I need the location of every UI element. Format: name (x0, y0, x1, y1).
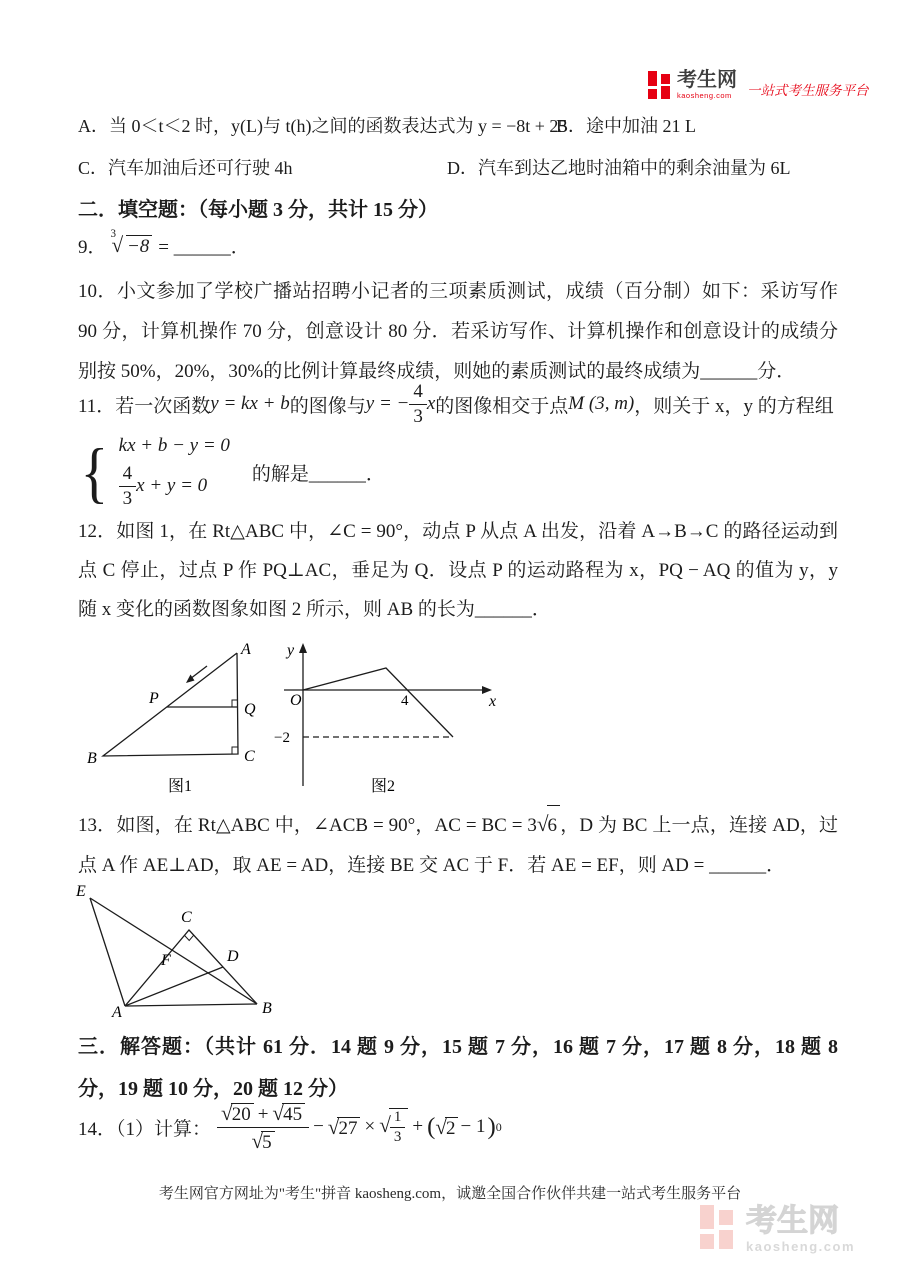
question-14 (78, 1096, 502, 1158)
brand-name: 考生网 (677, 69, 737, 91)
sqrt-45 (272, 1101, 305, 1126)
point-label-d: D (227, 948, 239, 965)
fraction-denominator: 3 (122, 487, 133, 509)
question-12: 12．如图 1，在 Rt△ABC 中，∠C = 90°，动点 P 从点 A 出发，沿着 A→B→C 的路径运动到点 C 停止，过点 P 作 PQ⊥AC，垂足为 Q．设点 P 的运动路程为 x，PQ − AQ 的值为 y，y 随 x 变化的函数图象如图 2 所示，则 AB 的长为______． (78, 521, 838, 620)
vertex-label-b: B (87, 750, 97, 767)
q11-lead: 11．若一次函数 (78, 395, 211, 417)
vertex-label-c: C (244, 748, 255, 765)
radicand: 5 (261, 1131, 275, 1154)
q13-text-1: 13．如图，在 Rt△ABC 中，∠ACB = 90°，AC = BC = 3 (78, 815, 537, 836)
q11-point: M (3, m) (568, 393, 635, 414)
watermark-text-block (746, 1205, 855, 1253)
tick-label-4: 4 (401, 693, 409, 709)
watermark-logo (700, 1205, 855, 1253)
question-9 (78, 227, 250, 259)
section2-title: 二．填空题：（每小题 3 分，共计 15 分） (78, 199, 438, 221)
q11-function1: y = kx + b (210, 393, 290, 414)
q11-function2-post: x (426, 393, 436, 414)
watermark-brand-name: 考生网 (746, 1203, 839, 1238)
right-angle-c (185, 935, 194, 940)
fraction-denominator (217, 1128, 309, 1154)
figure-1-triangle (85, 638, 295, 798)
sqrt-27 (328, 1115, 361, 1140)
q9-blank: = ______． (158, 237, 250, 258)
q11-mid3: ，则关于 x，y 的方程组 (634, 395, 834, 417)
plus-operator: + (412, 1116, 424, 1137)
equation-2 (119, 463, 230, 510)
fraction-numerator (217, 1101, 309, 1128)
radicand: 2 (445, 1117, 459, 1140)
equation-2-rest: x + y = 0 (136, 475, 208, 496)
fraction-denominator: 3 (413, 405, 423, 427)
minus-operator: − (313, 1116, 324, 1137)
watermark-logo-icon (700, 1205, 738, 1251)
figure-2-graph (268, 638, 503, 798)
vertex-label-c: C (181, 909, 192, 926)
figure-13-triangle (68, 880, 318, 1020)
equation-1: kx + b − y = 0 (118, 434, 230, 456)
fraction-numerator: 4 (119, 463, 137, 487)
right-angle-c (232, 747, 238, 754)
fraction-denominator: 3 (393, 1129, 402, 1145)
q9-number: 9． (78, 237, 107, 258)
radicand: 20 (231, 1103, 254, 1126)
function-curve (303, 668, 453, 737)
figure-2-caption: 图2 (370, 778, 396, 795)
segment-ad (125, 967, 223, 1006)
radicand: 27 (337, 1117, 360, 1140)
q11-fraction (409, 381, 427, 428)
origin-label: O (290, 692, 302, 709)
question-11-system (78, 428, 385, 516)
radicand: −8 (126, 235, 152, 258)
section3-title: 三．解答题：（共计 61 分．14 题 9 分，15 题 7 分，16 题 7 分，17 题 8 分，18 题 8 分，19 题 10 分，20 题 12 分） (78, 1036, 838, 1100)
radicand: 6 (547, 805, 561, 846)
equation-2-fraction (119, 463, 137, 510)
sqrt-6-radical (537, 804, 560, 846)
radicand (389, 1108, 409, 1147)
minus-one: − 1 (460, 1116, 486, 1137)
axis-label-x: x (489, 693, 497, 710)
system-brace: { (80, 434, 109, 510)
option-a: A．当 0＜t＜2 时，y(L)与 t(h)之间的函数表达式为 y = −8t + 25 (78, 116, 568, 136)
vertex-label-q: Q (244, 701, 256, 718)
watermark-brand-domain: kaosheng.com (746, 1239, 856, 1254)
q11-mid2: 的图像相交于点 (435, 395, 569, 417)
site-logo (648, 70, 869, 100)
fraction-numerator: √ 1 (390, 1109, 406, 1128)
vertex-label-b: B (262, 1000, 272, 1017)
sqrt-5 (251, 1129, 274, 1154)
right-paren: ) (487, 1113, 496, 1140)
question-11-line1 (78, 378, 834, 430)
vertex-label-a: A (112, 1004, 122, 1020)
segment-ea (90, 898, 125, 1006)
y-axis-arrow (299, 643, 307, 653)
cube-root-radical (110, 227, 153, 258)
tick-label-neg2: −2 (274, 730, 290, 746)
brand-domain: kaosheng.com (677, 91, 732, 100)
radicand: 45 (282, 1103, 305, 1126)
fraction-numerator: 4 (409, 381, 427, 405)
motion-arrow-shaft (190, 666, 207, 679)
q11-blank: 的解是______． (251, 463, 385, 485)
q14-main-fraction (217, 1101, 309, 1154)
q13-text-2: ，D 为 BC 上一点，连接 AD，过点 A 作 AE⊥AD，取 AE = AD，连接 BE 交 AC 于 F．若 AE = EF，则 AD = ______． (78, 815, 839, 876)
question-10: 10．小文参加了学校广播站招聘小记者的三项素质测试，成绩（百分制）如下：采访写作 90 分，计算机操作 70 分，创意设计 80 分．若采访写作、计算机操作和创意设计的成绩分别按 50%，20%，30%的比例计算最终成绩，则她的素质测试的最终成绩为______分． (78, 281, 838, 382)
times-operator: × (364, 1116, 376, 1137)
equation-column (119, 435, 230, 510)
vertex-label-e: E (76, 883, 86, 900)
option-c: C．汽车加油后还可行驶 4h (78, 158, 293, 178)
figure-1-caption: 图1 (167, 778, 193, 795)
footer-text: 考生网官方网址为"考生"拼音 kaosheng.com，诚邀全国合作伙伴共建一站式考生服务平台 (158, 1186, 742, 1202)
segments-ac-cb (125, 930, 257, 1006)
left-paren: ( (427, 1113, 436, 1140)
segment-ab (125, 1004, 257, 1006)
option-b: B．途中加油 21 L (556, 116, 697, 136)
exponent-zero: 0 (495, 1120, 502, 1134)
sqrt-20 (221, 1101, 254, 1126)
triangle-abc (103, 653, 238, 756)
brand-name-block (677, 70, 737, 100)
option-d: D．汽车到达乙地时油箱中的剩余油量为 6L (447, 158, 791, 178)
inner-fraction (390, 1109, 406, 1147)
question-13 (78, 804, 838, 886)
vertex-label-a: A (241, 641, 251, 658)
sqrt-2 (435, 1115, 458, 1140)
brand-tagline: 一站式考生服务平台 (747, 82, 869, 98)
q14-lead: 14．（1）计算： (78, 1118, 212, 1140)
root-index: √ 3 (110, 227, 117, 240)
vertex-label-p: P (149, 690, 159, 707)
plus-operator: + (257, 1103, 269, 1125)
sqrt-one-third (379, 1108, 408, 1147)
q11-mid1: 的图像与 (289, 395, 366, 417)
point-label-f: F (161, 952, 171, 969)
kaosheng-logo-icon (648, 71, 672, 99)
axis-label-y: y (287, 642, 295, 659)
q11-function2-pre: y = − (365, 393, 410, 414)
